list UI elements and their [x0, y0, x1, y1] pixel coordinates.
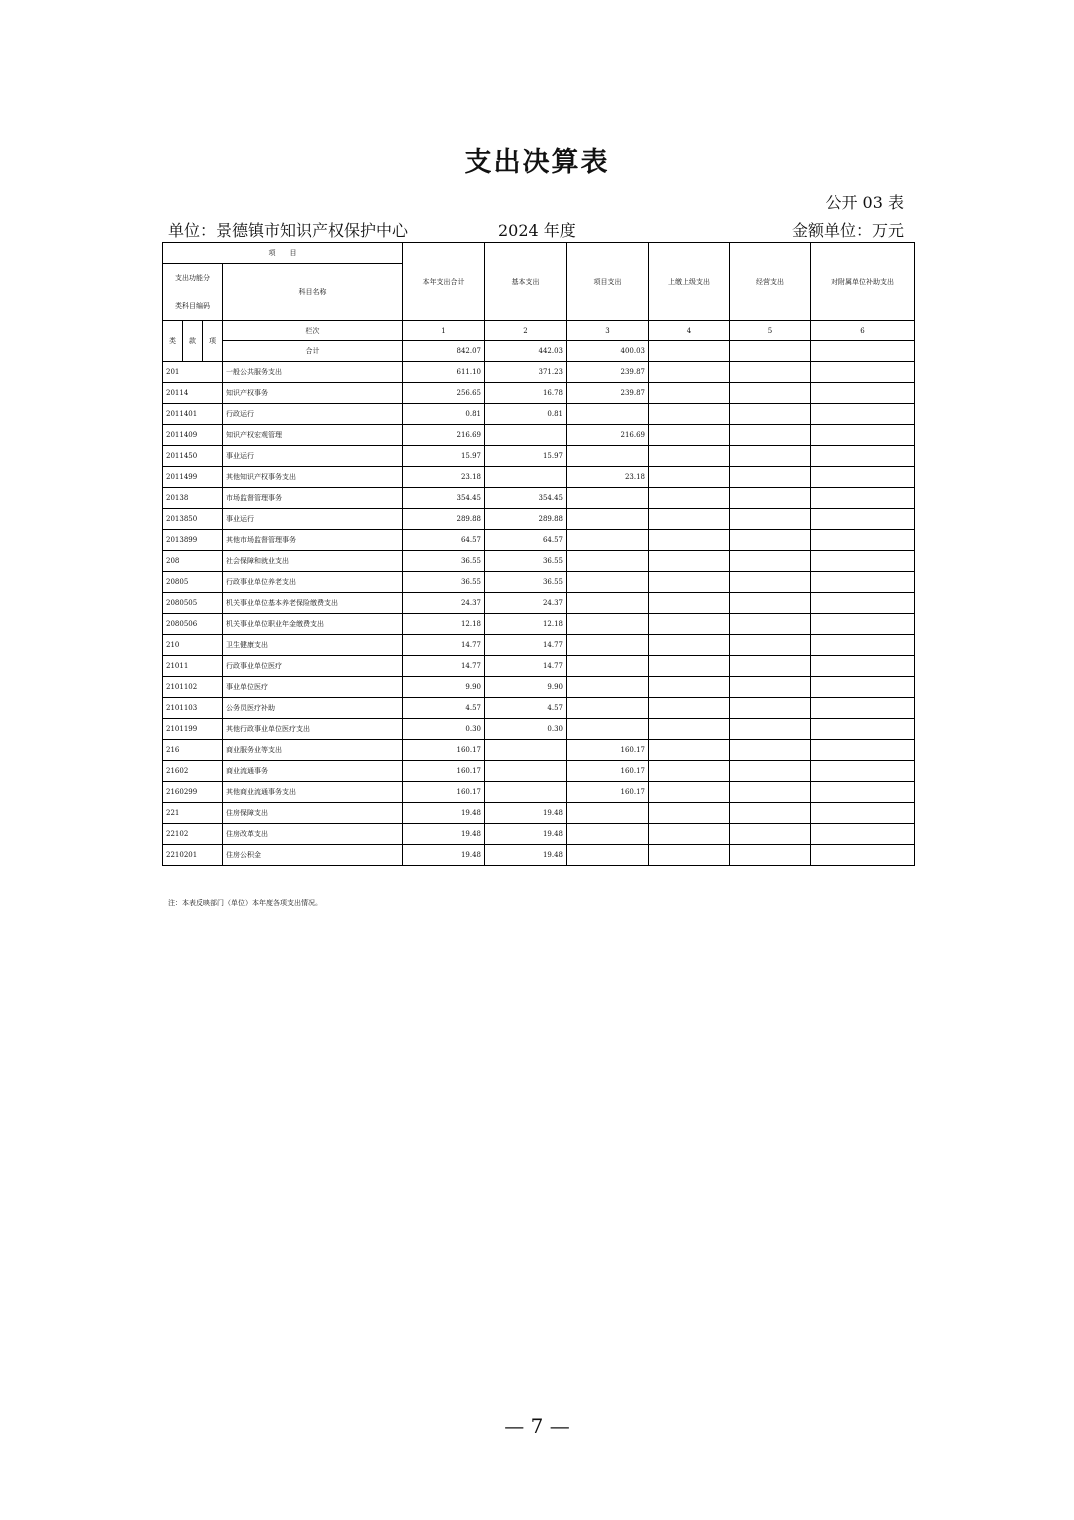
row-value-1: 19.48 [403, 824, 485, 845]
header-lei: 类 [163, 321, 183, 362]
row-value-5 [730, 425, 811, 446]
row-value-1: 36.55 [403, 572, 485, 593]
total-value-4 [649, 341, 730, 362]
table-row [163, 509, 915, 530]
table-row [163, 719, 915, 740]
row-value-5 [730, 593, 811, 614]
row-value-4 [649, 635, 730, 656]
row-subject-name: 商业服务业等支出 [223, 740, 403, 761]
row-value-3 [567, 698, 649, 719]
row-code: 2101199 [163, 719, 223, 740]
row-code: 2210201 [163, 845, 223, 866]
row-value-4 [649, 404, 730, 425]
row-value-2: 19.48 [485, 845, 567, 866]
row-value-5 [730, 614, 811, 635]
row-value-5 [730, 572, 811, 593]
row-value-6 [811, 782, 915, 803]
row-value-3: 239.87 [567, 362, 649, 383]
header-lanci: 栏次 [223, 321, 403, 341]
row-value-3: 216.69 [567, 425, 649, 446]
table-row [163, 635, 915, 656]
row-code: 201 [163, 362, 223, 383]
row-subject-name: 社会保障和就业支出 [223, 551, 403, 572]
row-value-6 [811, 614, 915, 635]
table-row [163, 467, 915, 488]
row-value-6 [811, 593, 915, 614]
row-value-6 [811, 383, 915, 404]
row-value-6 [811, 425, 915, 446]
row-value-2: 9.90 [485, 677, 567, 698]
unit-label: 单位：景德镇市知识产权保护中心 [168, 221, 409, 240]
row-value-5 [730, 677, 811, 698]
table-row [163, 614, 915, 635]
table-row [163, 593, 915, 614]
row-code: 208 [163, 551, 223, 572]
row-value-1: 256.65 [403, 383, 485, 404]
row-value-2: 19.48 [485, 824, 567, 845]
row-subject-name: 知识产权宏观管理 [223, 425, 403, 446]
row-value-3 [567, 677, 649, 698]
row-value-4 [649, 761, 730, 782]
row-value-2: 36.55 [485, 572, 567, 593]
row-value-6 [811, 551, 915, 572]
row-code: 2011499 [163, 467, 223, 488]
table-row [163, 656, 915, 677]
row-value-5 [730, 446, 811, 467]
col-number-3: 3 [567, 321, 649, 341]
row-code: 20138 [163, 488, 223, 509]
row-value-6 [811, 404, 915, 425]
header-func-code [163, 264, 223, 321]
row-value-4 [649, 845, 730, 866]
row-value-5 [730, 551, 811, 572]
header-col-3: 项目支出 [567, 243, 649, 321]
row-value-5 [730, 782, 811, 803]
col-number-2: 2 [485, 321, 567, 341]
header-kuan: 款 [183, 321, 203, 362]
row-value-2 [485, 761, 567, 782]
row-value-5 [730, 530, 811, 551]
row-code: 22102 [163, 824, 223, 845]
row-code: 21011 [163, 656, 223, 677]
table-row [163, 572, 915, 593]
row-value-3 [567, 845, 649, 866]
row-value-6 [811, 656, 915, 677]
row-value-1: 23.18 [403, 467, 485, 488]
row-code: 2101103 [163, 698, 223, 719]
total-value-1: 842.07 [403, 341, 485, 362]
row-code: 216 [163, 740, 223, 761]
row-value-6 [811, 446, 915, 467]
table-row [163, 404, 915, 425]
row-code: 2013899 [163, 530, 223, 551]
row-value-3: 160.17 [567, 761, 649, 782]
total-value-5 [730, 341, 811, 362]
header-col-5: 经营支出 [730, 243, 811, 321]
row-subject-name: 事业单位医疗 [223, 677, 403, 698]
row-value-1: 24.37 [403, 593, 485, 614]
row-value-5 [730, 488, 811, 509]
row-value-4 [649, 656, 730, 677]
row-subject-name: 其他市场监督管理事务 [223, 530, 403, 551]
row-value-3 [567, 614, 649, 635]
header-col-1: 本年支出合计 [403, 243, 485, 321]
row-value-2: 0.30 [485, 719, 567, 740]
row-value-1: 4.57 [403, 698, 485, 719]
row-subject-name: 卫生健康支出 [223, 635, 403, 656]
row-value-3 [567, 635, 649, 656]
total-value-2: 442.03 [485, 341, 567, 362]
row-subject-name: 事业运行 [223, 446, 403, 467]
row-code: 210 [163, 635, 223, 656]
row-value-4 [649, 383, 730, 404]
row-value-1: 216.69 [403, 425, 485, 446]
row-value-2: 289.88 [485, 509, 567, 530]
row-value-5 [730, 362, 811, 383]
row-value-5 [730, 698, 811, 719]
form-number: 公开 03 表 [825, 193, 904, 212]
row-value-4 [649, 677, 730, 698]
header-col-6: 对附属单位补助支出 [811, 243, 915, 321]
total-value-6 [811, 341, 915, 362]
col-number-4: 4 [649, 321, 730, 341]
table-row [163, 761, 915, 782]
row-value-4 [649, 467, 730, 488]
row-value-5 [730, 740, 811, 761]
col-number-1: 1 [403, 321, 485, 341]
row-value-2 [485, 782, 567, 803]
row-value-4 [649, 488, 730, 509]
row-value-1: 160.17 [403, 761, 485, 782]
row-value-4 [649, 698, 730, 719]
row-value-3 [567, 803, 649, 824]
row-value-3 [567, 572, 649, 593]
row-subject-name: 住房改革支出 [223, 824, 403, 845]
table-note: 注：本表反映部门（单位）本年度各项支出情况。 [168, 899, 322, 907]
table-row [163, 677, 915, 698]
row-value-4 [649, 572, 730, 593]
row-value-6 [811, 635, 915, 656]
row-value-2 [485, 740, 567, 761]
row-value-5 [730, 404, 811, 425]
header-project: 项 目 [163, 243, 403, 264]
header-xiang: 项 [203, 321, 223, 362]
col-number-5: 5 [730, 321, 811, 341]
expenditure-table [162, 242, 915, 866]
col-number-6: 6 [811, 321, 915, 341]
row-value-1: 15.97 [403, 446, 485, 467]
row-value-2: 64.57 [485, 530, 567, 551]
page-number: — 7 — [504, 1414, 570, 1438]
table-row [163, 698, 915, 719]
row-subject-name: 事业运行 [223, 509, 403, 530]
row-value-3: 160.17 [567, 782, 649, 803]
row-code: 2011401 [163, 404, 223, 425]
row-subject-name: 其他行政事业单位医疗支出 [223, 719, 403, 740]
total-label: 合计 [223, 341, 403, 362]
row-value-1: 64.57 [403, 530, 485, 551]
row-code: 2013850 [163, 509, 223, 530]
table-row [163, 362, 915, 383]
row-value-1: 0.81 [403, 404, 485, 425]
row-value-2: 14.77 [485, 635, 567, 656]
row-subject-name: 机关事业单位基本养老保险缴费支出 [223, 593, 403, 614]
row-value-4 [649, 509, 730, 530]
row-value-2 [485, 467, 567, 488]
row-value-3 [567, 719, 649, 740]
row-value-2: 12.18 [485, 614, 567, 635]
row-value-3 [567, 446, 649, 467]
row-value-6 [811, 467, 915, 488]
row-subject-name: 机关事业单位职业年金缴费支出 [223, 614, 403, 635]
row-value-2: 14.77 [485, 656, 567, 677]
row-value-5 [730, 635, 811, 656]
row-value-5 [730, 656, 811, 677]
row-value-1: 160.17 [403, 740, 485, 761]
row-value-4 [649, 803, 730, 824]
row-code: 2011450 [163, 446, 223, 467]
row-value-6 [811, 362, 915, 383]
row-value-3 [567, 593, 649, 614]
row-value-2: 16.78 [485, 383, 567, 404]
row-value-1: 160.17 [403, 782, 485, 803]
row-code: 2101102 [163, 677, 223, 698]
row-value-5 [730, 509, 811, 530]
row-value-6 [811, 698, 915, 719]
row-subject-name: 其他知识产权事务支出 [223, 467, 403, 488]
table-row [163, 803, 915, 824]
row-value-1: 14.77 [403, 656, 485, 677]
row-value-1: 611.10 [403, 362, 485, 383]
table-row [163, 530, 915, 551]
row-subject-name: 其他商业流通事务支出 [223, 782, 403, 803]
row-value-1: 0.30 [403, 719, 485, 740]
row-value-2: 4.57 [485, 698, 567, 719]
row-value-6 [811, 677, 915, 698]
row-subject-name: 知识产权事务 [223, 383, 403, 404]
year-label: 2024 年度 [498, 221, 576, 240]
row-value-5 [730, 824, 811, 845]
row-value-3: 160.17 [567, 740, 649, 761]
table-row [163, 383, 915, 404]
row-value-4 [649, 593, 730, 614]
row-value-4 [649, 824, 730, 845]
row-value-5 [730, 761, 811, 782]
row-code: 2160299 [163, 782, 223, 803]
row-subject-name: 市场监督管理事务 [223, 488, 403, 509]
row-value-2: 354.45 [485, 488, 567, 509]
row-value-1: 14.77 [403, 635, 485, 656]
row-value-6 [811, 719, 915, 740]
row-value-3 [567, 488, 649, 509]
row-value-4 [649, 425, 730, 446]
row-value-3: 23.18 [567, 467, 649, 488]
row-value-2: 19.48 [485, 803, 567, 824]
row-value-1: 354.45 [403, 488, 485, 509]
table-row [163, 551, 915, 572]
row-value-3 [567, 530, 649, 551]
row-subject-name: 行政运行 [223, 404, 403, 425]
row-value-6 [811, 824, 915, 845]
row-subject-name: 一般公共服务支出 [223, 362, 403, 383]
header-func-code-line2: 类科目编码 [175, 302, 210, 310]
row-code: 2080506 [163, 614, 223, 635]
row-value-6 [811, 761, 915, 782]
row-value-3: 239.87 [567, 383, 649, 404]
row-code: 20114 [163, 383, 223, 404]
row-value-6 [811, 530, 915, 551]
row-value-5 [730, 803, 811, 824]
header-col-4: 上缴上级支出 [649, 243, 730, 321]
row-subject-name: 住房公积金 [223, 845, 403, 866]
row-value-4 [649, 362, 730, 383]
row-value-1: 19.48 [403, 845, 485, 866]
row-value-6 [811, 488, 915, 509]
table-row [163, 782, 915, 803]
row-value-3 [567, 551, 649, 572]
row-value-2: 36.55 [485, 551, 567, 572]
total-row [163, 341, 915, 362]
row-code: 2011409 [163, 425, 223, 446]
row-value-6 [811, 509, 915, 530]
row-value-1: 36.55 [403, 551, 485, 572]
row-value-4 [649, 551, 730, 572]
row-value-2 [485, 425, 567, 446]
row-value-4 [649, 782, 730, 803]
row-value-5 [730, 383, 811, 404]
row-code: 2080505 [163, 593, 223, 614]
row-value-2: 24.37 [485, 593, 567, 614]
row-value-1: 9.90 [403, 677, 485, 698]
header-subject-name: 科目名称 [223, 264, 403, 321]
row-code: 20805 [163, 572, 223, 593]
row-subject-name: 商业流通事务 [223, 761, 403, 782]
table-row [163, 740, 915, 761]
row-value-6 [811, 740, 915, 761]
row-value-6 [811, 572, 915, 593]
row-value-5 [730, 845, 811, 866]
row-value-3 [567, 824, 649, 845]
row-code: 221 [163, 803, 223, 824]
row-value-6 [811, 845, 915, 866]
row-value-3 [567, 509, 649, 530]
row-value-3 [567, 656, 649, 677]
row-value-1: 19.48 [403, 803, 485, 824]
row-value-3 [567, 404, 649, 425]
row-value-4 [649, 446, 730, 467]
row-value-6 [811, 803, 915, 824]
row-subject-name: 公务员医疗补助 [223, 698, 403, 719]
row-value-5 [730, 719, 811, 740]
header-col-2: 基本支出 [485, 243, 567, 321]
table-row [163, 425, 915, 446]
row-value-2: 15.97 [485, 446, 567, 467]
row-subject-name: 住房保障支出 [223, 803, 403, 824]
row-value-4 [649, 719, 730, 740]
row-subject-name: 行政事业单位养老支出 [223, 572, 403, 593]
header-func-code-line1: 支出功能分 [175, 274, 210, 282]
row-value-5 [730, 467, 811, 488]
table-row [163, 446, 915, 467]
row-code: 21602 [163, 761, 223, 782]
table-row [163, 845, 915, 866]
row-value-1: 289.88 [403, 509, 485, 530]
row-value-2: 0.81 [485, 404, 567, 425]
row-value-4 [649, 740, 730, 761]
total-value-3: 400.03 [567, 341, 649, 362]
table-row [163, 824, 915, 845]
row-value-1: 12.18 [403, 614, 485, 635]
row-value-2: 371.23 [485, 362, 567, 383]
page-title: 支出决算表 [464, 147, 610, 178]
row-value-4 [649, 530, 730, 551]
row-subject-name: 行政事业单位医疗 [223, 656, 403, 677]
money-unit-label: 金额单位：万元 [791, 221, 904, 240]
table-row [163, 488, 915, 509]
row-value-4 [649, 614, 730, 635]
